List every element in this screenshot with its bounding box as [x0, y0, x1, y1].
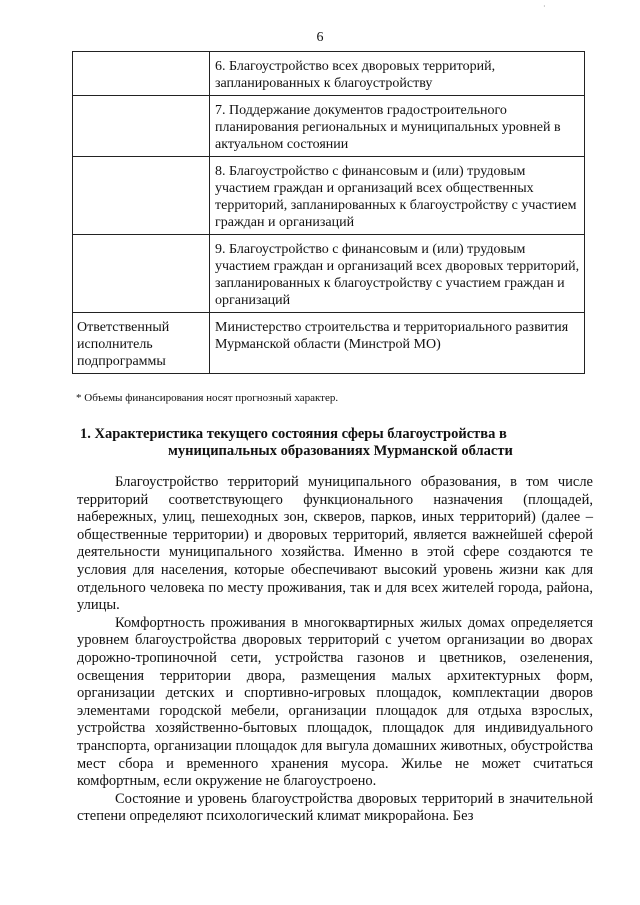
table-cell-right: 6. Благоустройство всех дворовых территорий, запланированных к благоустройству	[210, 52, 585, 96]
table-row	[73, 96, 585, 157]
table-row	[73, 235, 585, 313]
table-cell-right: 9. Благоустройство с финансовым и (или) трудовым участием граждан и организаций всех дворовых территорий, запланированных к благоустройству с участием граждан и организаций	[210, 235, 585, 313]
table-row	[73, 157, 585, 235]
table-cell-left	[73, 96, 210, 157]
page-number: 6	[316, 30, 324, 45]
financing-footnote: * Объемы финансирования носят прогнозный характер.	[76, 392, 339, 404]
section-heading-line1: 1. Характеристика текущего состояния сферы благоустройства в	[80, 426, 507, 442]
section-heading-line2: муниципальных образованиях Мурманской области	[168, 443, 513, 459]
table-cell-right: 7. Поддержание документов градостроительного планирования региональных и муниципальных уровней в актуальном состоянии	[210, 96, 585, 157]
table-cell-right: 8. Благоустройство с финансовым и (или) трудовым участием граждан и организаций всех общественных территорий, запланированных к благоустройству с участием граждан и организаций	[210, 157, 585, 235]
program-table	[72, 51, 585, 374]
section-heading	[80, 426, 600, 460]
table-cell-left	[73, 235, 210, 313]
table-cell-left	[73, 52, 210, 96]
table-row	[73, 52, 585, 96]
table-row	[73, 313, 585, 374]
paragraph: Состояние и уровень благоустройства дворовых территорий в значительной степени определяют психологический климат микрорайона. Без	[77, 790, 593, 825]
responsible-executor-label: Ответственный исполнитель подпрограммы	[73, 313, 210, 374]
responsible-executor-value: Министерство строительства и территориального развития Мурманской области (Минстрой МО)	[210, 313, 585, 374]
paragraph: Комфортность проживания в многоквартирных жилых домах определяется уровнем благоустройства дворовых территорий с учетом организации во дворах дорожно-тропиночной сети, устройства газонов и цветников, озеленения, освещения территории двора, размещения малых архитектурных форм, организации детских и спортивно-игровых площадок, комплектации дворов элементами городской мебели, организации площадок для отдыха взрослых, устройства хозяйственно-бытовых площадок, площадок для индивидуального транспорта, организации площадок для выгула домашних животных, обустройства мест сбора и временного хранения мусора. Жилье не может считаться комфортным, если окружение не благоустроено.	[77, 614, 593, 790]
table-cell-left	[73, 157, 210, 235]
corner-mark: ·	[543, 2, 546, 11]
paragraph: Благоустройство территорий муниципального образования, в том числе территорий соответствующего функционального назначения (площадей, набережных, улиц, пешеходных зон, скверов, парков, иных территорий) (далее – общественные территории) и дворовых территорий, является важнейшей сферой деятельности муниципального хозяйства. Именно в этой сфере создаются те условия для населения, которые обеспечивают высокий уровень жизни как для отдельного человека по месту проживания, так и для всех жителей города, района, улицы.	[77, 474, 593, 614]
section-body	[77, 474, 593, 826]
